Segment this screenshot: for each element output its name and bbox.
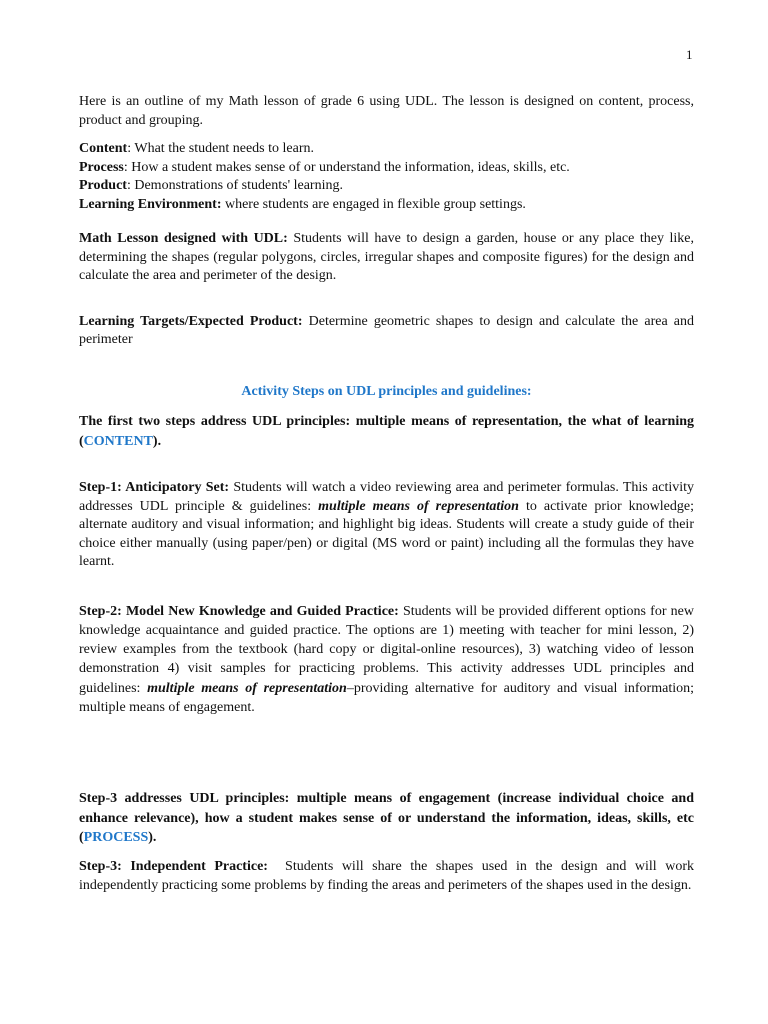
definition-text: where students are engaged in flexible group settings.	[221, 196, 526, 212]
step1-label: Step-1: Anticipatory Set:	[79, 480, 230, 495]
definition-product	[79, 177, 694, 196]
definition-term: Product	[79, 178, 127, 193]
step3-address-paragraph	[79, 789, 694, 847]
step1-paragraph	[79, 479, 694, 572]
step2-text-continued: –providing alternative for auditory and visual information; multiple means of engagement.	[79, 680, 694, 715]
definition-process	[79, 159, 694, 178]
process-highlight: PROCESS	[83, 829, 149, 845]
math-lesson-paragraph	[79, 230, 694, 286]
definition-term: Process	[79, 159, 124, 175]
learning-targets-label: Learning Targets/Expected Product:	[79, 313, 303, 329]
step2-emphasis: multiple means of representation	[147, 680, 347, 696]
step2-label: Step-2: Model New Knowledge and Guided Practice:	[79, 603, 399, 619]
intro-paragraph: Here is an outline of my Math lesson of grade 6 using UDL. The lesson is designed on content, process, product and grouping.	[79, 94, 694, 128]
step3-label: Step-3: Independent Practice:	[79, 859, 268, 875]
definition-term: Learning Environment:	[79, 196, 222, 212]
definition-term: Content	[79, 141, 128, 156]
step2-text: Students will be provided different options for new knowledge acquaintance and guided practice. The options are 1) meeting with teacher for mini lesson, 2) review examples from the textbook (hard copy or digital-online resources), 3) watching video of lesson demonstration 4) visit samples for practicing problems. This activity addresses UDL principles and guidelines:	[79, 603, 694, 696]
step3-text: Students will share the shapes used in the design and will work independently practicing some problems by finding the areas and perimeters of the shapes used in the design.	[79, 859, 698, 894]
step3-paragraph	[79, 857, 698, 896]
definition-text: : What the student needs to learn.	[127, 141, 314, 156]
math-lesson-text: Students will have to design a garden, house or any place they like, determining the shapes (regular polygons, circles, irregular shapes and composite figures) for the design and calculate the area and perimeter of the design.	[79, 231, 694, 283]
step2-paragraph	[79, 602, 694, 718]
definition-text: : How a student makes sense of or understand the information, ideas, skills, etc.	[123, 159, 570, 175]
first-two-steps-paragraph	[79, 412, 694, 452]
definition-learning-environment	[79, 196, 694, 215]
step1-text: Students will watch a video reviewing area and perimeter formulas. This activity addresses UDL principle & guidelines:	[79, 480, 694, 514]
document-body	[79, 93, 698, 896]
page-number: 1	[686, 47, 693, 62]
definition-text: : Demonstrations of students' learning.	[126, 178, 343, 193]
learning-targets-text: Determine geometric shapes to design and calculate the area and perimeter	[79, 313, 694, 347]
first-two-steps-end: ).	[152, 434, 162, 449]
step3-address-text: Step-3 addresses UDL principles: multiple means of engagement (increase individual choice and enhance relevance), how a student makes sense of or understand the information, ideas, skills, etc (	[79, 791, 694, 845]
definitions-list	[79, 140, 694, 214]
step3-address-end: ).	[148, 829, 157, 845]
content-highlight: CONTENT	[83, 434, 153, 449]
activity-heading: Activity Steps on UDL principles and guidelines:	[241, 383, 532, 399]
step1-emphasis: multiple means of representation	[318, 498, 519, 514]
first-two-steps-text: The first two steps address UDL principles: multiple means of representation, the what of learning (	[79, 414, 694, 449]
math-lesson-label: Math Lesson designed with UDL:	[79, 231, 288, 246]
learning-targets-paragraph	[79, 313, 694, 350]
definition-content	[79, 140, 694, 159]
step1-text-continued: to activate prior knowledge; alternate auditory and visual information; and highlight big ideas. Students will create a study guide of their choice either manually (using paper/pen) or digital (MS word or paint) including all the formulas they have learnt.	[79, 498, 694, 569]
